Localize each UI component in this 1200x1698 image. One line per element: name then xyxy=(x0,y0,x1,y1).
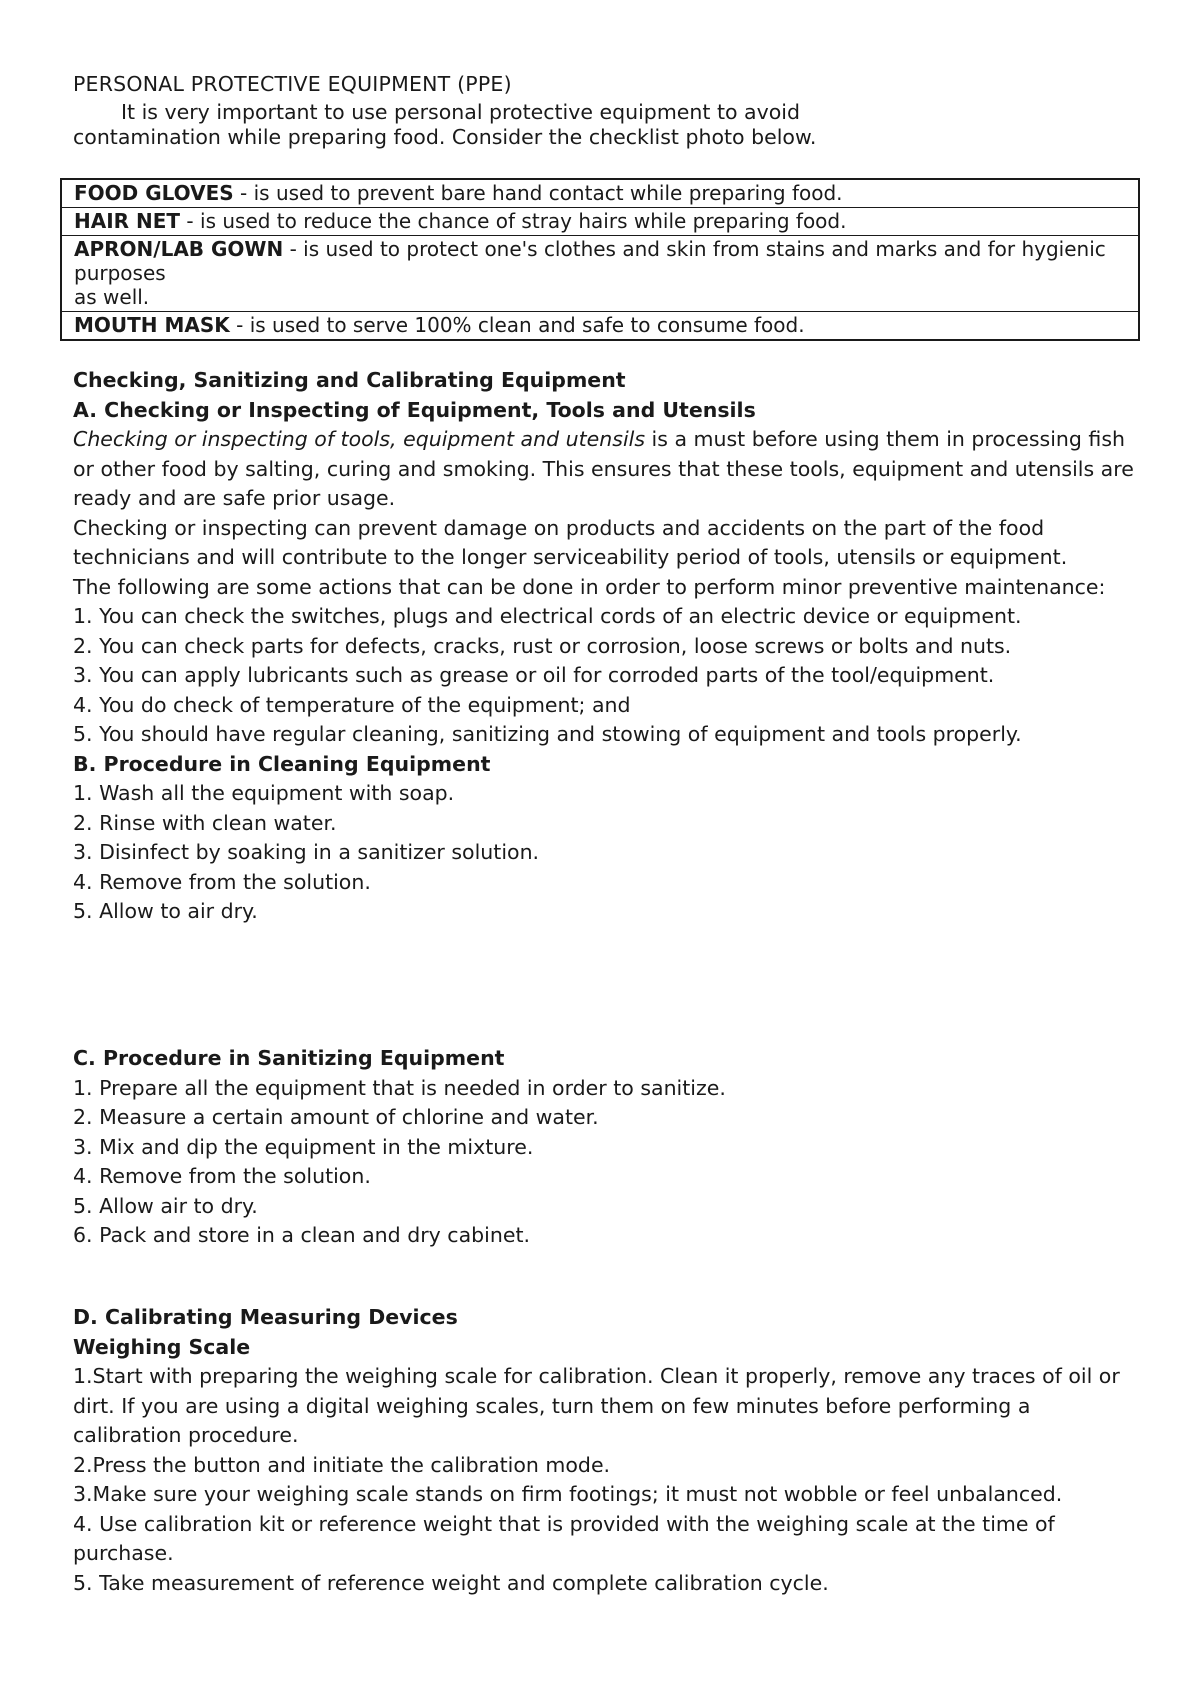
list-item: 2. You can check parts for defects, cracks, rust or corrosion, loose screws or bolts and nuts. xyxy=(73,633,1012,658)
weighing-scale-heading: Weighing Scale xyxy=(73,1334,251,1359)
calibrating-section xyxy=(73,1303,1143,1598)
list-item: 3. Mix and dip the equipment in the mixture. xyxy=(73,1134,534,1159)
list-item: 4. Remove from the solution. xyxy=(73,1164,371,1188)
ppe-desc: - is used to serve 100% clean and safe to consume food. xyxy=(229,313,805,337)
list-item: 5. You should have regular cleaning, sanitizing and stowing of equipment and tools properly. xyxy=(73,722,1022,746)
list-item: 6. Pack and store in a clean and dry cabinet. xyxy=(73,1223,530,1247)
ppe-term: FOOD GLOVES xyxy=(74,181,234,205)
table-row xyxy=(61,236,1139,312)
subsection-heading-b: B. Procedure in Cleaning Equipment xyxy=(73,751,491,776)
subsection-heading-c: C. Procedure in Sanitizing Equipment xyxy=(73,1046,505,1070)
ppe-desc: - is used to reduce the chance of stray hairs while preparing food. xyxy=(180,209,847,233)
list-item: 5. Take measurement of reference weight and complete calibration cycle. xyxy=(73,1570,829,1595)
list-item: 5. Allow to air dry. xyxy=(73,899,258,923)
paragraph-text: is a must before using them in processing fish or other food by salting, curing and smoking. This ensures that these tools, equipment and utensils are ready and are safe prior usage. xyxy=(73,427,1134,510)
ppe-desc: - is used to prevent bare hand contact while preparing food. xyxy=(233,181,843,205)
table-row xyxy=(61,179,1139,208)
list-item: 4. You do check of temperature of the equipment; and xyxy=(73,692,631,717)
paragraph: The following are some actions that can be done in order to perform minor preventive maintenance: xyxy=(73,574,1106,599)
ppe-desc: - is used to protect one's clothes and skin from stains and marks and for hygienic purposes xyxy=(74,237,1106,285)
list-item: 3. Disinfect by soaking in a sanitizer solution. xyxy=(73,840,540,864)
intro-line-2: contamination while preparing food. Consider the checklist photo below. xyxy=(73,124,817,149)
list-item: 1.Start with preparing the weighing scale for calibration. Clean it properly, remove any traces of oil or dirt. If you are using a digital weighing scales, turn them on few minutes before performing a calibration procedure. xyxy=(73,1364,1120,1447)
intro-paragraph xyxy=(73,100,1138,150)
paragraph: Checking or inspecting can prevent damage on products and accidents on the part of the food technicians and will contribute to the longer serviceability period of tools, utensils or equipment. xyxy=(73,515,1068,569)
list-item: 5. Allow air to dry. xyxy=(73,1193,258,1218)
list-item: 1. Prepare all the equipment that is needed in order to sanitize. xyxy=(73,1075,726,1100)
ppe-row-food-gloves xyxy=(61,179,1139,208)
list-item: 3.Make sure your weighing scale stands on firm footings; it must not wobble or feel unbalanced. xyxy=(73,1482,1063,1506)
ppe-term: APRON/LAB GOWN xyxy=(74,237,284,261)
ppe-term: HAIR NET xyxy=(74,209,181,233)
paragraph xyxy=(73,425,1143,514)
ppe-row-mouth-mask xyxy=(61,312,1139,341)
ppe-row-apron xyxy=(61,236,1139,312)
ppe-intro xyxy=(73,70,1138,150)
ppe-checklist-table xyxy=(60,178,1140,341)
list-item: 3. You can apply lubricants such as grease or oil for corroded parts of the tool/equipment. xyxy=(73,663,995,687)
list-item: 4. Use calibration kit or reference weight that is provided with the weighing scale at the time of purchase. xyxy=(73,1511,1055,1565)
list-item: 2.Press the button and initiate the calibration mode. xyxy=(73,1452,611,1477)
ppe-term: MOUTH MASK xyxy=(74,313,230,337)
table-row xyxy=(61,312,1139,341)
ppe-row-hair-net xyxy=(61,208,1139,236)
subsection-heading-d: D. Calibrating Measuring Devices xyxy=(73,1305,458,1329)
list-item: 1. Wash all the equipment with soap. xyxy=(73,781,455,805)
sanitizing-section xyxy=(73,1044,1143,1251)
page-title: PERSONAL PROTECTIVE EQUIPMENT (PPE) xyxy=(73,72,512,96)
list-item: 2. Rinse with clean water. xyxy=(73,810,337,835)
italic-phrase: Checking or inspecting of tools, equipment and utensils xyxy=(73,427,646,451)
section-heading: Checking, Sanitizing and Calibrating Equipment xyxy=(73,368,626,392)
intro-line-1: It is very important to use personal protective equipment to avoid xyxy=(121,99,800,124)
subsection-heading-a: A. Checking or Inspecting of Equipment, Tools and Utensils xyxy=(73,397,756,422)
ppe-desc-continued: as well. xyxy=(74,285,150,309)
list-item: 1. You can check the switches, plugs and electrical cords of an electric device or equipment. xyxy=(73,604,1022,628)
list-item: 4. Remove from the solution. xyxy=(73,869,371,894)
checking-section xyxy=(73,366,1143,927)
table-row xyxy=(61,208,1139,236)
list-item: 2. Measure a certain amount of chlorine and water. xyxy=(73,1105,599,1129)
